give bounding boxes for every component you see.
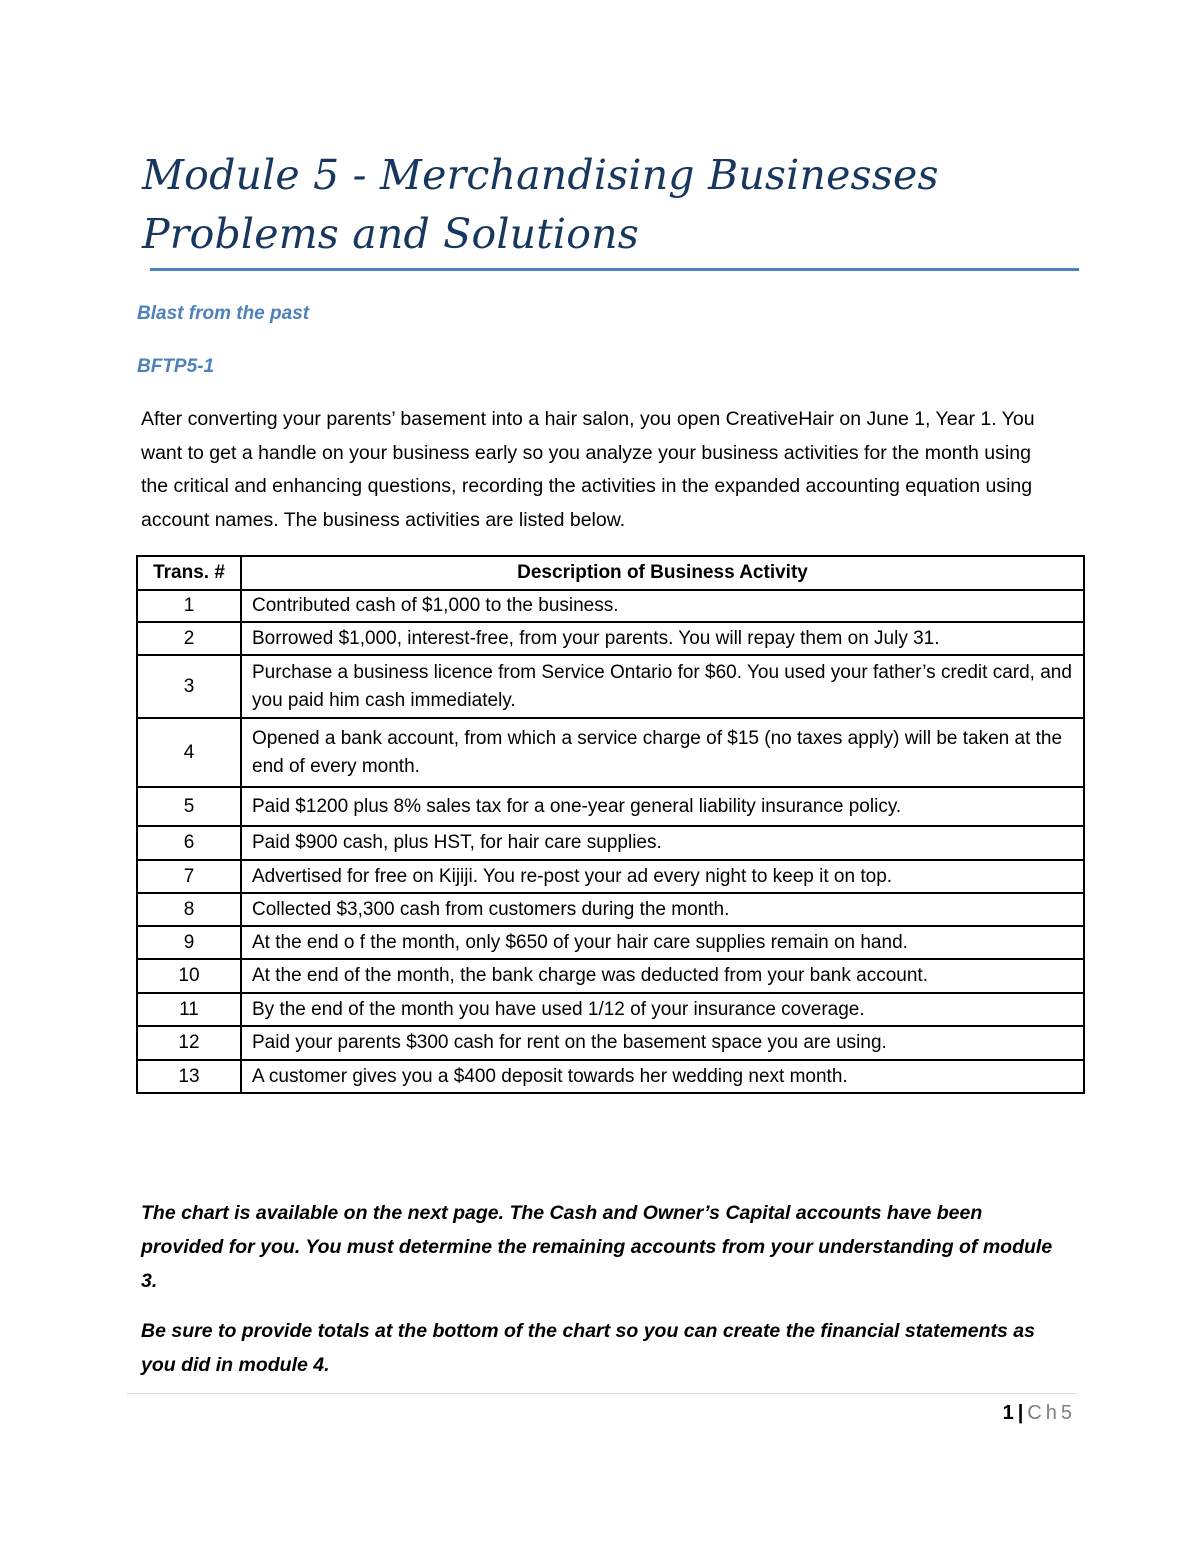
table-row [137, 860, 1084, 893]
title-underline [150, 268, 1079, 271]
trans-number: 12 [137, 1026, 241, 1060]
activity-description: Paid your parents $300 cash for rent on the basement space you are using. [241, 1026, 1084, 1060]
trans-number: 8 [137, 893, 241, 926]
problem-id: BFTP5-1 [137, 356, 215, 377]
activity-description: Paid $1200 plus 8% sales tax for a one-year general liability insurance policy. [241, 787, 1084, 826]
footer-separator: | [1017, 1402, 1024, 1424]
page-title [142, 146, 1082, 264]
table-header-row [137, 556, 1084, 590]
trans-number: 1 [137, 590, 241, 622]
activity-description: Opened a bank account, from which a service charge of $15 (no taxes apply) will be taken at the end of every month. [241, 718, 1084, 787]
trans-number: 3 [137, 655, 241, 718]
activity-description: Advertised for free on Kijiji. You re-post your ad every night to keep it on top. [241, 860, 1084, 893]
trans-number: 13 [137, 1060, 241, 1093]
page-footer [1003, 1400, 1076, 1426]
table-row [137, 959, 1084, 993]
trans-number: 11 [137, 993, 241, 1026]
header-description: Description of Business Activity [241, 556, 1084, 590]
activity-description: Contributed cash of $1,000 to the business. [241, 590, 1084, 622]
table-row [137, 1026, 1084, 1060]
trans-number: 2 [137, 622, 241, 655]
trans-number: 5 [137, 787, 241, 826]
activity-description: At the end o f the month, only $650 of your hair care supplies remain on hand. [241, 926, 1084, 959]
trans-number: 7 [137, 860, 241, 893]
title-line-1: Module 5 - Merchandising Businesses [142, 151, 939, 199]
footer-divider [127, 1393, 1077, 1394]
page-number: 1 [1002, 1402, 1014, 1424]
trans-number: 6 [137, 826, 241, 860]
activity-description: At the end of the month, the bank charge was deducted from your bank account. [241, 959, 1084, 993]
table-row [137, 826, 1084, 860]
table-row [137, 622, 1084, 655]
table-row [137, 893, 1084, 926]
activity-description: Borrowed $1,000, interest-free, from your parents. You will repay them on July 31. [241, 622, 1084, 655]
table-row [137, 993, 1084, 1026]
intro-paragraph: After converting your parents’ basement into a hair salon, you open CreativeHair on June 1, Year 1. You want to get a handle on your business early so you analyze your business activities for the month using the critical and enhancing questions, recording the activities in the expanded accounting equation using account names. The business activities are listed below. [141, 408, 1035, 531]
chart-note: The chart is available on the next page. The Cash and Owner’s Capital accounts have been provided for you. You must determine the remaining accounts from your understanding of module 3. [141, 1202, 1053, 1292]
totals-note: Be sure to provide totals at the bottom of the chart so you can create the financial statements as you did in module 4. [141, 1320, 1035, 1376]
activity-description: Paid $900 cash, plus HST, for hair care supplies. [241, 826, 1084, 860]
table-row [137, 787, 1084, 826]
section-heading: Blast from the past [137, 303, 310, 324]
activity-description: Collected $3,300 cash from customers during the month. [241, 893, 1084, 926]
table-row [137, 926, 1084, 959]
table-row [137, 590, 1084, 622]
trans-number: 4 [137, 718, 241, 787]
table-row [137, 1060, 1084, 1093]
trans-number: 9 [137, 926, 241, 959]
chapter-label: Ch5 [1027, 1402, 1076, 1424]
activity-description: A customer gives you a $400 deposit towards her wedding next month. [241, 1060, 1084, 1093]
business-activities-table [136, 555, 1085, 1094]
activity-description: By the end of the month you have used 1/12 of your insurance coverage. [241, 993, 1084, 1026]
activity-description: Purchase a business licence from Service Ontario for $60. You used your father’s credit card, and you paid him cash immediately. [241, 655, 1084, 718]
table-row [137, 718, 1084, 787]
table-row [137, 655, 1084, 718]
trans-number: 10 [137, 959, 241, 993]
header-trans-num: Trans. # [137, 556, 241, 590]
title-line-2: Problems and Solutions [142, 210, 639, 258]
